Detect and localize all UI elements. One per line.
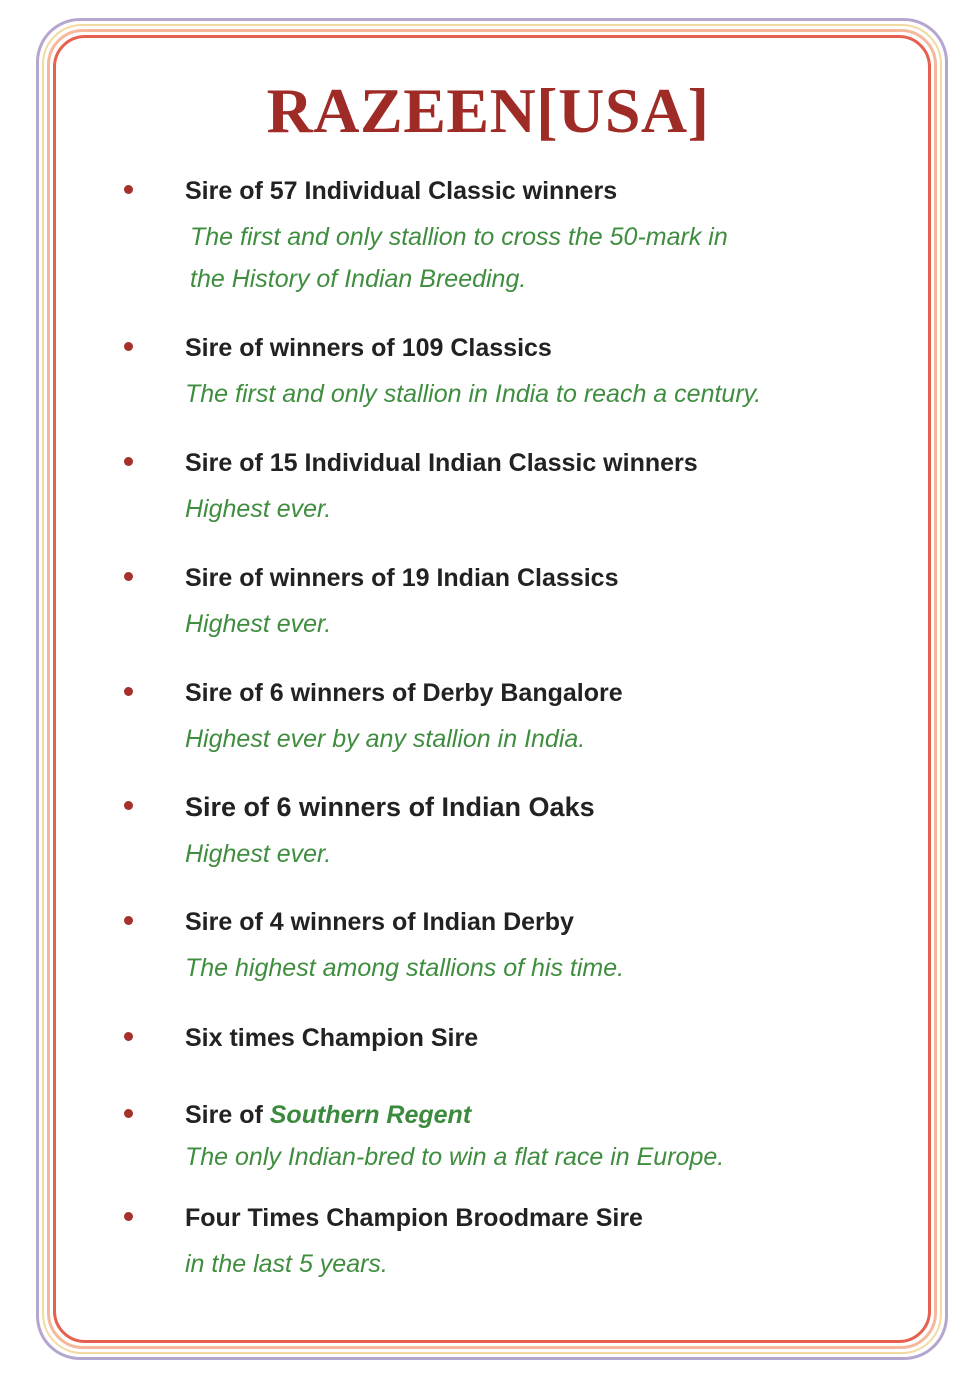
item-note: The first and only stallion in India to reach a century.: [185, 380, 762, 408]
bullet-icon: [124, 1212, 133, 1221]
item-note: The first and only stallion to cross the 50-mark in: [190, 223, 728, 251]
bullet-icon: [124, 185, 133, 194]
bullet-icon: [124, 916, 133, 925]
bullet-icon: [124, 801, 133, 810]
bullet-icon: [124, 457, 133, 466]
item-note: The highest among stallions of his time.: [185, 954, 625, 982]
item-note: the History of Indian Breeding.: [190, 265, 527, 293]
item-note: Highest ever.: [185, 495, 332, 523]
item-heading-prefix: Sire of: [185, 1101, 270, 1129]
item-note: The only Indian-bred to win a flat race in Europe.: [185, 1143, 725, 1171]
page-title: RAZEEN[USA]: [266, 75, 710, 146]
bullet-icon: [124, 1109, 133, 1118]
item-heading: Sire of 4 winners of Indian Derby: [185, 908, 574, 936]
item-heading: Sire of 6 winners of Indian Oaks: [185, 792, 595, 822]
horse-name: Southern Regent: [269, 1101, 472, 1129]
item-note: Highest ever by any stallion in India.: [185, 725, 586, 753]
item-note: Highest ever.: [185, 840, 332, 868]
item-note: in the last 5 years.: [185, 1250, 388, 1278]
item-heading: Sire of 15 Individual Indian Classic winners: [185, 449, 698, 477]
item-heading: Sire of winners of 19 Indian Classics: [185, 564, 619, 592]
item-note: Highest ever.: [185, 610, 332, 638]
bullet-icon: [124, 687, 133, 696]
item-heading: Four Times Champion Broodmare Sire: [185, 1204, 643, 1232]
bullet-icon: [124, 342, 133, 351]
item-heading: Sire of 6 winners of Derby Bangalore: [185, 679, 623, 707]
item-heading: Six times Champion Sire: [185, 1024, 479, 1052]
item-heading: Sire of 57 Individual Classic winners: [185, 177, 618, 205]
bullet-icon: [124, 1032, 133, 1041]
item-heading: Sire of winners of 109 Classics: [185, 334, 552, 362]
item-heading: [185, 1100, 471, 1130]
bullet-icon: [124, 572, 133, 581]
